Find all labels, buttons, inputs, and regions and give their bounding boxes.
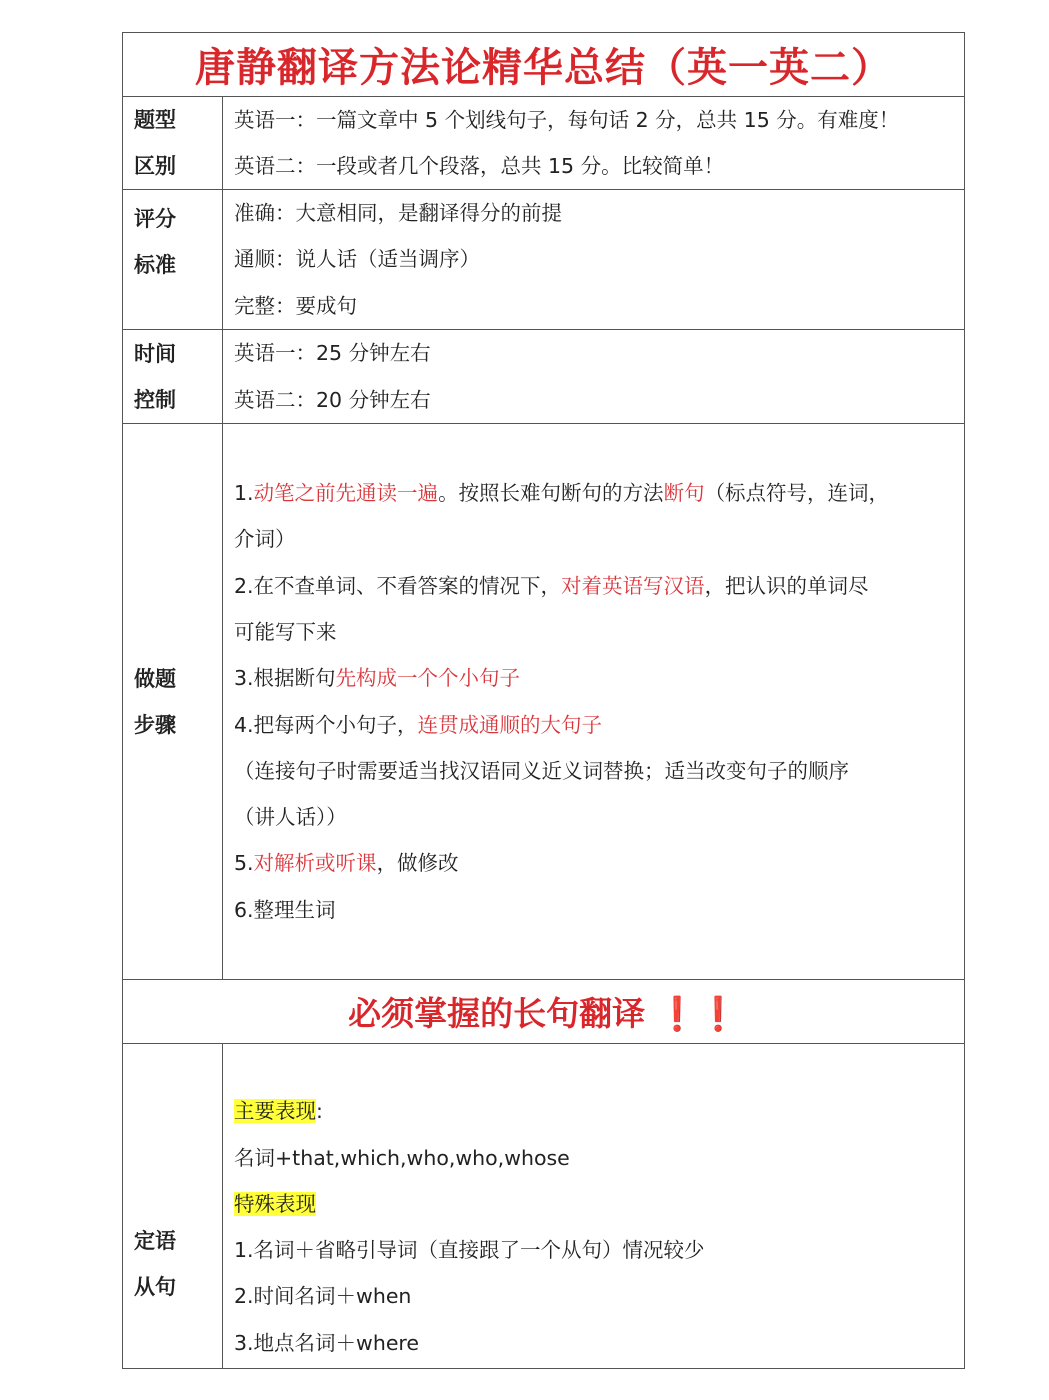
label-text: 控制 <box>134 387 176 412</box>
step-6: 6.整理生词 <box>234 897 336 922</box>
step-4-note-cont: （讲人话）） <box>234 805 347 830</box>
row-label <box>123 330 223 423</box>
step-4: 4.把每两个小句子，连贯成通顺的大句子 <box>234 712 603 737</box>
label-text: 从句 <box>134 1274 176 1299</box>
content-line: 名词+that,which,who,who,whose <box>234 1145 570 1170</box>
step-2-cont: 可能写下来 <box>234 619 337 644</box>
content-line: 2.时间名词＋when <box>234 1284 412 1309</box>
label-text: 时间 <box>134 341 176 366</box>
heading-main: 主要表现: <box>234 1099 323 1124</box>
label-text: 题型 <box>134 108 176 132</box>
step-1: 1.动笔之前先通读一遍。按照长难句断句的方法断句（标点符号，连词， <box>234 481 890 506</box>
row-label <box>123 97 223 189</box>
step-5: 5.对解析或听课，做修改 <box>234 851 459 876</box>
row-steps <box>123 424 964 980</box>
content-line: 通顺：说人话（适当调序） <box>234 247 480 272</box>
content-line: 英语二：20 分钟左右 <box>234 387 431 412</box>
label-text: 做题 <box>134 666 176 691</box>
row-content <box>223 424 964 979</box>
section-title: 必须掌握的长句翻译 ❗❗ <box>123 980 964 1044</box>
content-line: 英语一：25 分钟左右 <box>234 341 431 366</box>
row-label <box>123 190 223 329</box>
content-line: 1.名词＋省略引导词（直接跟了一个从句）情况较少 <box>234 1238 705 1263</box>
label-text: 定语 <box>134 1228 176 1253</box>
content-line: 3.地点名词＋where <box>234 1330 420 1355</box>
step-1-cont: 介词） <box>234 527 296 552</box>
row-scoring <box>123 190 964 330</box>
content-line: 准确：大意相同，是翻译得分的前提 <box>234 201 562 226</box>
row-time <box>123 330 964 424</box>
row-attributive-clause <box>123 1044 964 1368</box>
row-content <box>223 190 964 329</box>
row-question-type <box>123 97 964 190</box>
step-3: 3.根据断句先构成一个个小句子 <box>234 666 521 691</box>
label-text: 标准 <box>134 253 176 277</box>
label-text: 评分 <box>134 207 176 231</box>
label-text: 步骤 <box>134 712 176 737</box>
label-text: 区别 <box>134 154 176 178</box>
content-line: 完整：要成句 <box>234 293 357 318</box>
step-2: 2.在不查单词、不看答案的情况下，对着英语写汉语，把认识的单词尽 <box>234 573 869 598</box>
row-content <box>223 1044 964 1368</box>
content-line: 英语二：一段或者几个段落，总共 15 分。比较简单！ <box>234 154 725 178</box>
row-content <box>223 330 964 423</box>
page-title: 唐静翻译方法论精华总结（英一英二） <box>123 33 964 97</box>
content-line: 英语一：一篇文章中 5 个划线句子，每句话 2 分，总共 15 分。有难度！ <box>234 107 900 132</box>
step-4-note: （连接句子时需要适当找汉语同义近义词替换；适当改变句子的顺序 <box>234 758 849 783</box>
row-label <box>123 424 223 979</box>
summary-table <box>122 32 965 1369</box>
row-label <box>123 1044 223 1368</box>
heading-special: 特殊表现 <box>234 1191 316 1216</box>
row-content <box>223 97 964 189</box>
